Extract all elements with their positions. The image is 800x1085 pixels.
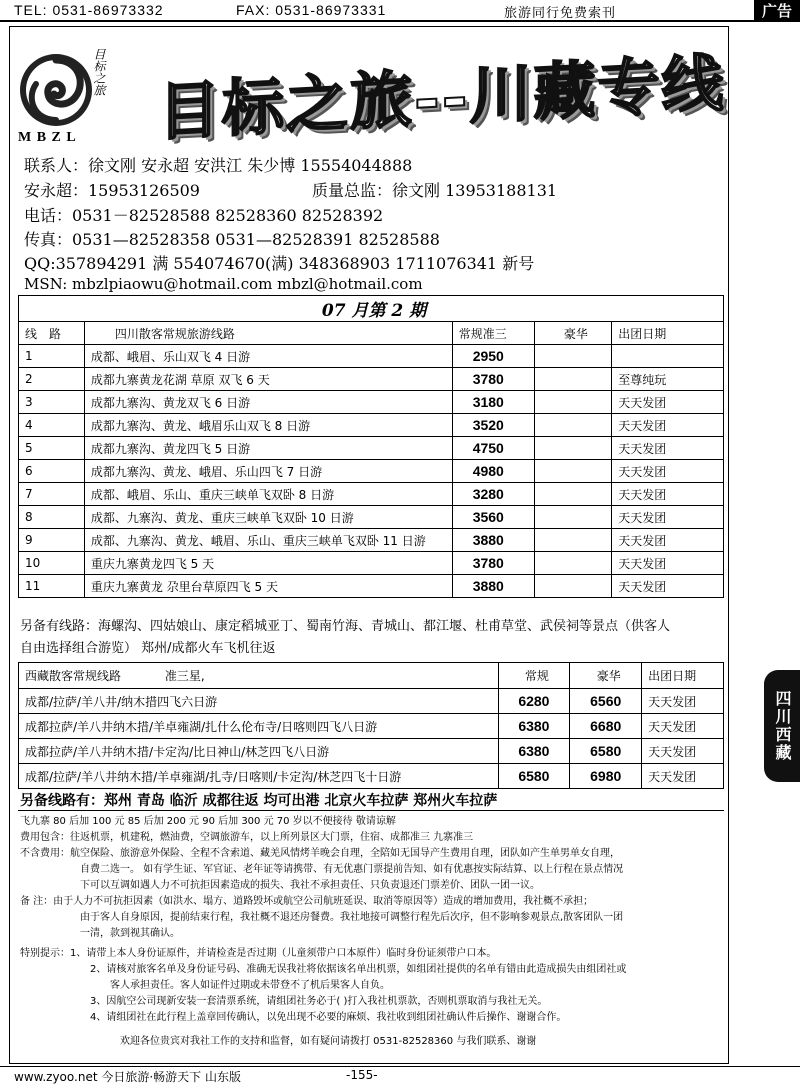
contact-line-fax: 传真：0531—82528358 0531—82528391 82528588 — [24, 230, 440, 249]
company-logo — [12, 46, 110, 150]
contact-line-qq: QQ:357894291 满 554074670(满) 348368903 1711076341 新号 — [24, 254, 535, 273]
row-number: 3 — [19, 391, 85, 414]
departure-schedule: 天天发团 — [612, 414, 724, 437]
regular-price: 4980 — [452, 460, 534, 483]
luxury-price — [534, 529, 612, 552]
luxury-price — [534, 552, 612, 575]
table-row — [19, 460, 724, 483]
section-tab: 四川西藏 — [764, 670, 800, 782]
contact-line-msn: MSN: mbzlpiaowu@hotmail.com mbzl@hotmail.com — [24, 275, 423, 293]
row-number: 2 — [19, 368, 85, 391]
divider — [18, 810, 724, 811]
regular-price: 4750 — [452, 437, 534, 460]
note-closing: 欢迎各位贵宾对我社工作的支持和监督，如有疑问请拨打 0531-82528360 与我们联系、谢谢 — [120, 1036, 537, 1047]
top-bar — [0, 0, 800, 22]
note-excludes-2: 自费二选一。 如有学生证、军官证、老年证等请携带、有无优惠门票提前告知、如有优惠按实际结算、以上行程在景点情况 — [80, 864, 624, 875]
regular-price: 3560 — [452, 506, 534, 529]
route-name: 成都拉萨/羊八井纳木措/羊卓雍湖/扎什么伦布寺/日喀则四飞八日游 — [19, 714, 499, 739]
other-routes-line2: 自由选择组合游览） 郑州/成都火车飞机往返 — [20, 641, 276, 656]
sichuan-routes-table — [18, 295, 724, 598]
other-routes — [20, 616, 670, 660]
regular-price: 6380 — [498, 714, 570, 739]
note-remark-2: 由于客人自身原因，提前结束行程，我社概不退还房餐费。我社地接可调整行程先后次序，但不影响参观景点,散客团队一团 — [80, 912, 624, 923]
departure-schedule — [612, 345, 724, 368]
top-slogan: 旅游同行免费索刊 — [504, 6, 617, 21]
contact-line-mobile: 安永超：15953126509 — [24, 181, 200, 200]
route-name: 重庆九寨黄龙 尕里台草原四飞 5 天 — [84, 575, 452, 598]
header-luxury: 豪华 — [570, 663, 642, 689]
header-route-name: 四川散客常规旅游线路 — [84, 322, 452, 345]
tibet-routes-table — [18, 662, 724, 789]
departure-schedule: 天天发团 — [612, 575, 724, 598]
luxury-price — [534, 345, 612, 368]
departure-schedule: 天天发团 — [612, 460, 724, 483]
header-line: 线 路 — [19, 322, 85, 345]
table-row — [19, 764, 724, 789]
table-row — [19, 739, 724, 764]
departure-schedule: 天天发团 — [642, 764, 724, 789]
note-remark-1: 备 注：由于人力不可抗拒因素（如洪水、塌方、道路毁坏或航空公司航班延误、取消等原因等）造成的增加费用，我社概不承担； — [20, 896, 594, 907]
note-includes: 费用包含：往返机票，机建税，燃油费，空调旅游车，以上所列景区大门票，住宿、成都准三 九寨准三 — [20, 832, 474, 843]
row-number: 11 — [19, 575, 85, 598]
luxury-price — [534, 391, 612, 414]
row-number: 6 — [19, 460, 85, 483]
departure-schedule: 天天发团 — [612, 437, 724, 460]
table-row — [19, 575, 724, 598]
luxury-price: 6580 — [570, 739, 642, 764]
contact-line-phone: 电话：0531－82528588 82528360 82528392 — [24, 206, 384, 225]
row-number: 9 — [19, 529, 85, 552]
route-name: 成都、峨眉、乐山、重庆三峡单飞双卧 8 日游 — [84, 483, 452, 506]
note-tip-3: 3、因航空公司现新安装一套清票系统，请组团社务必于( )打入我社机票款，否则机票取消与我社无关。 — [90, 996, 548, 1007]
footer-bar — [0, 1066, 800, 1084]
header-departure: 出团日期 — [612, 322, 724, 345]
departure-schedule: 天天发团 — [612, 391, 724, 414]
regular-price: 3880 — [452, 575, 534, 598]
table-row — [19, 714, 724, 739]
luxury-price: 6980 — [570, 764, 642, 789]
regular-price: 3780 — [452, 368, 534, 391]
luxury-price — [534, 414, 612, 437]
issue-period: 07 月第 2 期 — [19, 296, 724, 322]
fax-number: FAX: 0531-86973331 — [236, 2, 387, 18]
route-name: 成都、九寨沟、黄龙、峨眉、乐山、重庆三峡单飞双卧 11 日游 — [84, 529, 452, 552]
note-age: 飞九寨 80 后加 100 元 85 后加 200 元 90 后加 300 元 70 岁以不便接待 敬请谅解 — [20, 816, 396, 827]
departure-schedule: 天天发团 — [612, 506, 724, 529]
header-regular: 常规准三 — [452, 322, 534, 345]
table-row — [19, 345, 724, 368]
contact-line-people: 联系人：徐文刚 安永超 安洪江 朱少博 15554044888 — [24, 156, 413, 175]
regular-price: 6380 — [498, 739, 570, 764]
departure-schedule: 天天发团 — [642, 689, 724, 714]
route-name: 成都/拉萨/羊八井/纳木措四飞六日游 — [19, 689, 499, 714]
route-name: 成都、九寨沟、黄龙、重庆三峡单飞双卧 10 日游 — [84, 506, 452, 529]
header-regular: 常规 — [498, 663, 570, 689]
route-name: 成都九寨黄龙花湖 草原 双飞 6 天 — [84, 368, 452, 391]
regular-price: 3880 — [452, 529, 534, 552]
header-grade: 准三星, — [164, 669, 205, 683]
route-name: 成都/拉萨/羊八井纳木措/羊卓雍湖/扎寺/日喀则/卡定沟/林芝四飞十日游 — [19, 764, 499, 789]
row-number: 4 — [19, 414, 85, 437]
departure-schedule: 至尊纯玩 — [612, 368, 724, 391]
route-name: 成都九寨沟、黄龙四飞 5 日游 — [84, 437, 452, 460]
route-name: 成都、峨眉、乐山双飞 4 日游 — [84, 345, 452, 368]
header-luxury: 豪华 — [534, 322, 612, 345]
regular-price: 2950 — [452, 345, 534, 368]
route-name: 成都拉萨/羊八井纳木措/卡定沟/比日神山/林芝四飞八日游 — [19, 739, 499, 764]
luxury-price — [534, 506, 612, 529]
table-row — [19, 483, 724, 506]
regular-price: 3520 — [452, 414, 534, 437]
note-tip-1: 特别提示：1、请带上本人身份证原件，并请检查是否过期（儿童须带户口本原件）临时身份证须带户口本。 — [20, 948, 497, 959]
table-header — [19, 663, 724, 689]
route-name: 成都九寨沟、黄龙、峨眉乐山双飞 8 日游 — [84, 414, 452, 437]
header-route-name: 西藏散客常规线路 — [25, 669, 122, 683]
departure-schedule: 天天发团 — [642, 714, 724, 739]
contact-line-quality: 质量总监：徐文刚 13953188131 — [312, 181, 558, 200]
header-departure: 出团日期 — [642, 663, 724, 689]
regular-price: 3180 — [452, 391, 534, 414]
departure-schedule: 天天发团 — [612, 483, 724, 506]
logo-vertical-text: 目标之旅 — [92, 48, 106, 96]
departure-schedule: 天天发团 — [612, 529, 724, 552]
table-row — [19, 391, 724, 414]
row-number: 8 — [19, 506, 85, 529]
route-name: 成都九寨沟、黄龙双飞 6 日游 — [84, 391, 452, 414]
row-number: 1 — [19, 345, 85, 368]
table-row — [19, 506, 724, 529]
other-routes-line1: 另备有线路：海螺沟、四姑娘山、康定稻城亚丁、蜀南竹海、青城山、都江堰、杜甫草堂、武侯祠等景点（供客人 — [20, 619, 671, 634]
table-row — [19, 689, 724, 714]
regular-price: 3780 — [452, 552, 534, 575]
table-row — [19, 552, 724, 575]
route-name: 重庆九寨黄龙四飞 5 天 — [84, 552, 452, 575]
luxury-price: 6680 — [570, 714, 642, 739]
row-number: 10 — [19, 552, 85, 575]
luxury-price — [534, 460, 612, 483]
departure-schedule: 天天发团 — [642, 739, 724, 764]
footer-site: www.zyoo.net 今日旅游·畅游天下 山东版 — [14, 1070, 241, 1084]
note-tip-4: 4、请组团社在此行程上盖章回传确认，以免出现不必要的麻烦、我社收到组团社确认件后操作、谢谢合作。 — [90, 1012, 567, 1023]
page-number: -155- — [346, 1068, 378, 1082]
table-row — [19, 414, 724, 437]
luxury-price — [534, 437, 612, 460]
regular-price: 6280 — [498, 689, 570, 714]
note-remark-3: 一清，款到视其确认。 — [80, 928, 180, 939]
logo-letters: M B Z L — [18, 130, 77, 145]
luxury-price — [534, 575, 612, 598]
note-tip-2b: 客人承担责任。客人如证件过期或未带登不了机后果客人自负。 — [110, 980, 390, 991]
table-row — [19, 368, 724, 391]
ad-label: 广告 — [754, 0, 800, 22]
regular-price: 3280 — [452, 483, 534, 506]
route-name: 成都九寨沟、黄龙、峨眉、乐山四飞 7 日游 — [84, 460, 452, 483]
departure-cities: 另备线路有：郑州 青岛 临沂 成都往返 均可出港 北京火车拉萨 郑州火车拉萨 — [20, 793, 498, 809]
row-number: 7 — [19, 483, 85, 506]
table-row — [19, 529, 724, 552]
luxury-price — [534, 368, 612, 391]
note-tip-2a: 2、请核对旅客名单及身份证号码、准确无误我社将依据该名单出机票，如组团社提供的名单有错由此造成损失由组团社或 — [90, 964, 627, 975]
table-header — [19, 322, 724, 345]
row-number: 5 — [19, 437, 85, 460]
luxury-price — [534, 483, 612, 506]
table-row — [19, 437, 724, 460]
luxury-price: 6560 — [570, 689, 642, 714]
regular-price: 6580 — [498, 764, 570, 789]
departure-schedule: 天天发团 — [612, 552, 724, 575]
notes-section — [20, 814, 724, 1050]
tel-number: TEL: 0531-86973332 — [14, 2, 164, 18]
tibet-header-cell — [19, 663, 499, 689]
page-title: 目标之旅--川藏专线 — [158, 46, 726, 149]
note-excludes-3: 下可以互调如遇人力不可抗拒因素造成的损失、我社不承担责任、只负责退还门票差价、团队一团一议。 — [80, 880, 540, 891]
note-excludes-1: 不含费用：航空保险、旅游意外保险、全程不含索道、藏羌风情烤羊晚会自理，全陪如无国导产生费用自理，团队如产生单男单女自理， — [20, 848, 620, 859]
